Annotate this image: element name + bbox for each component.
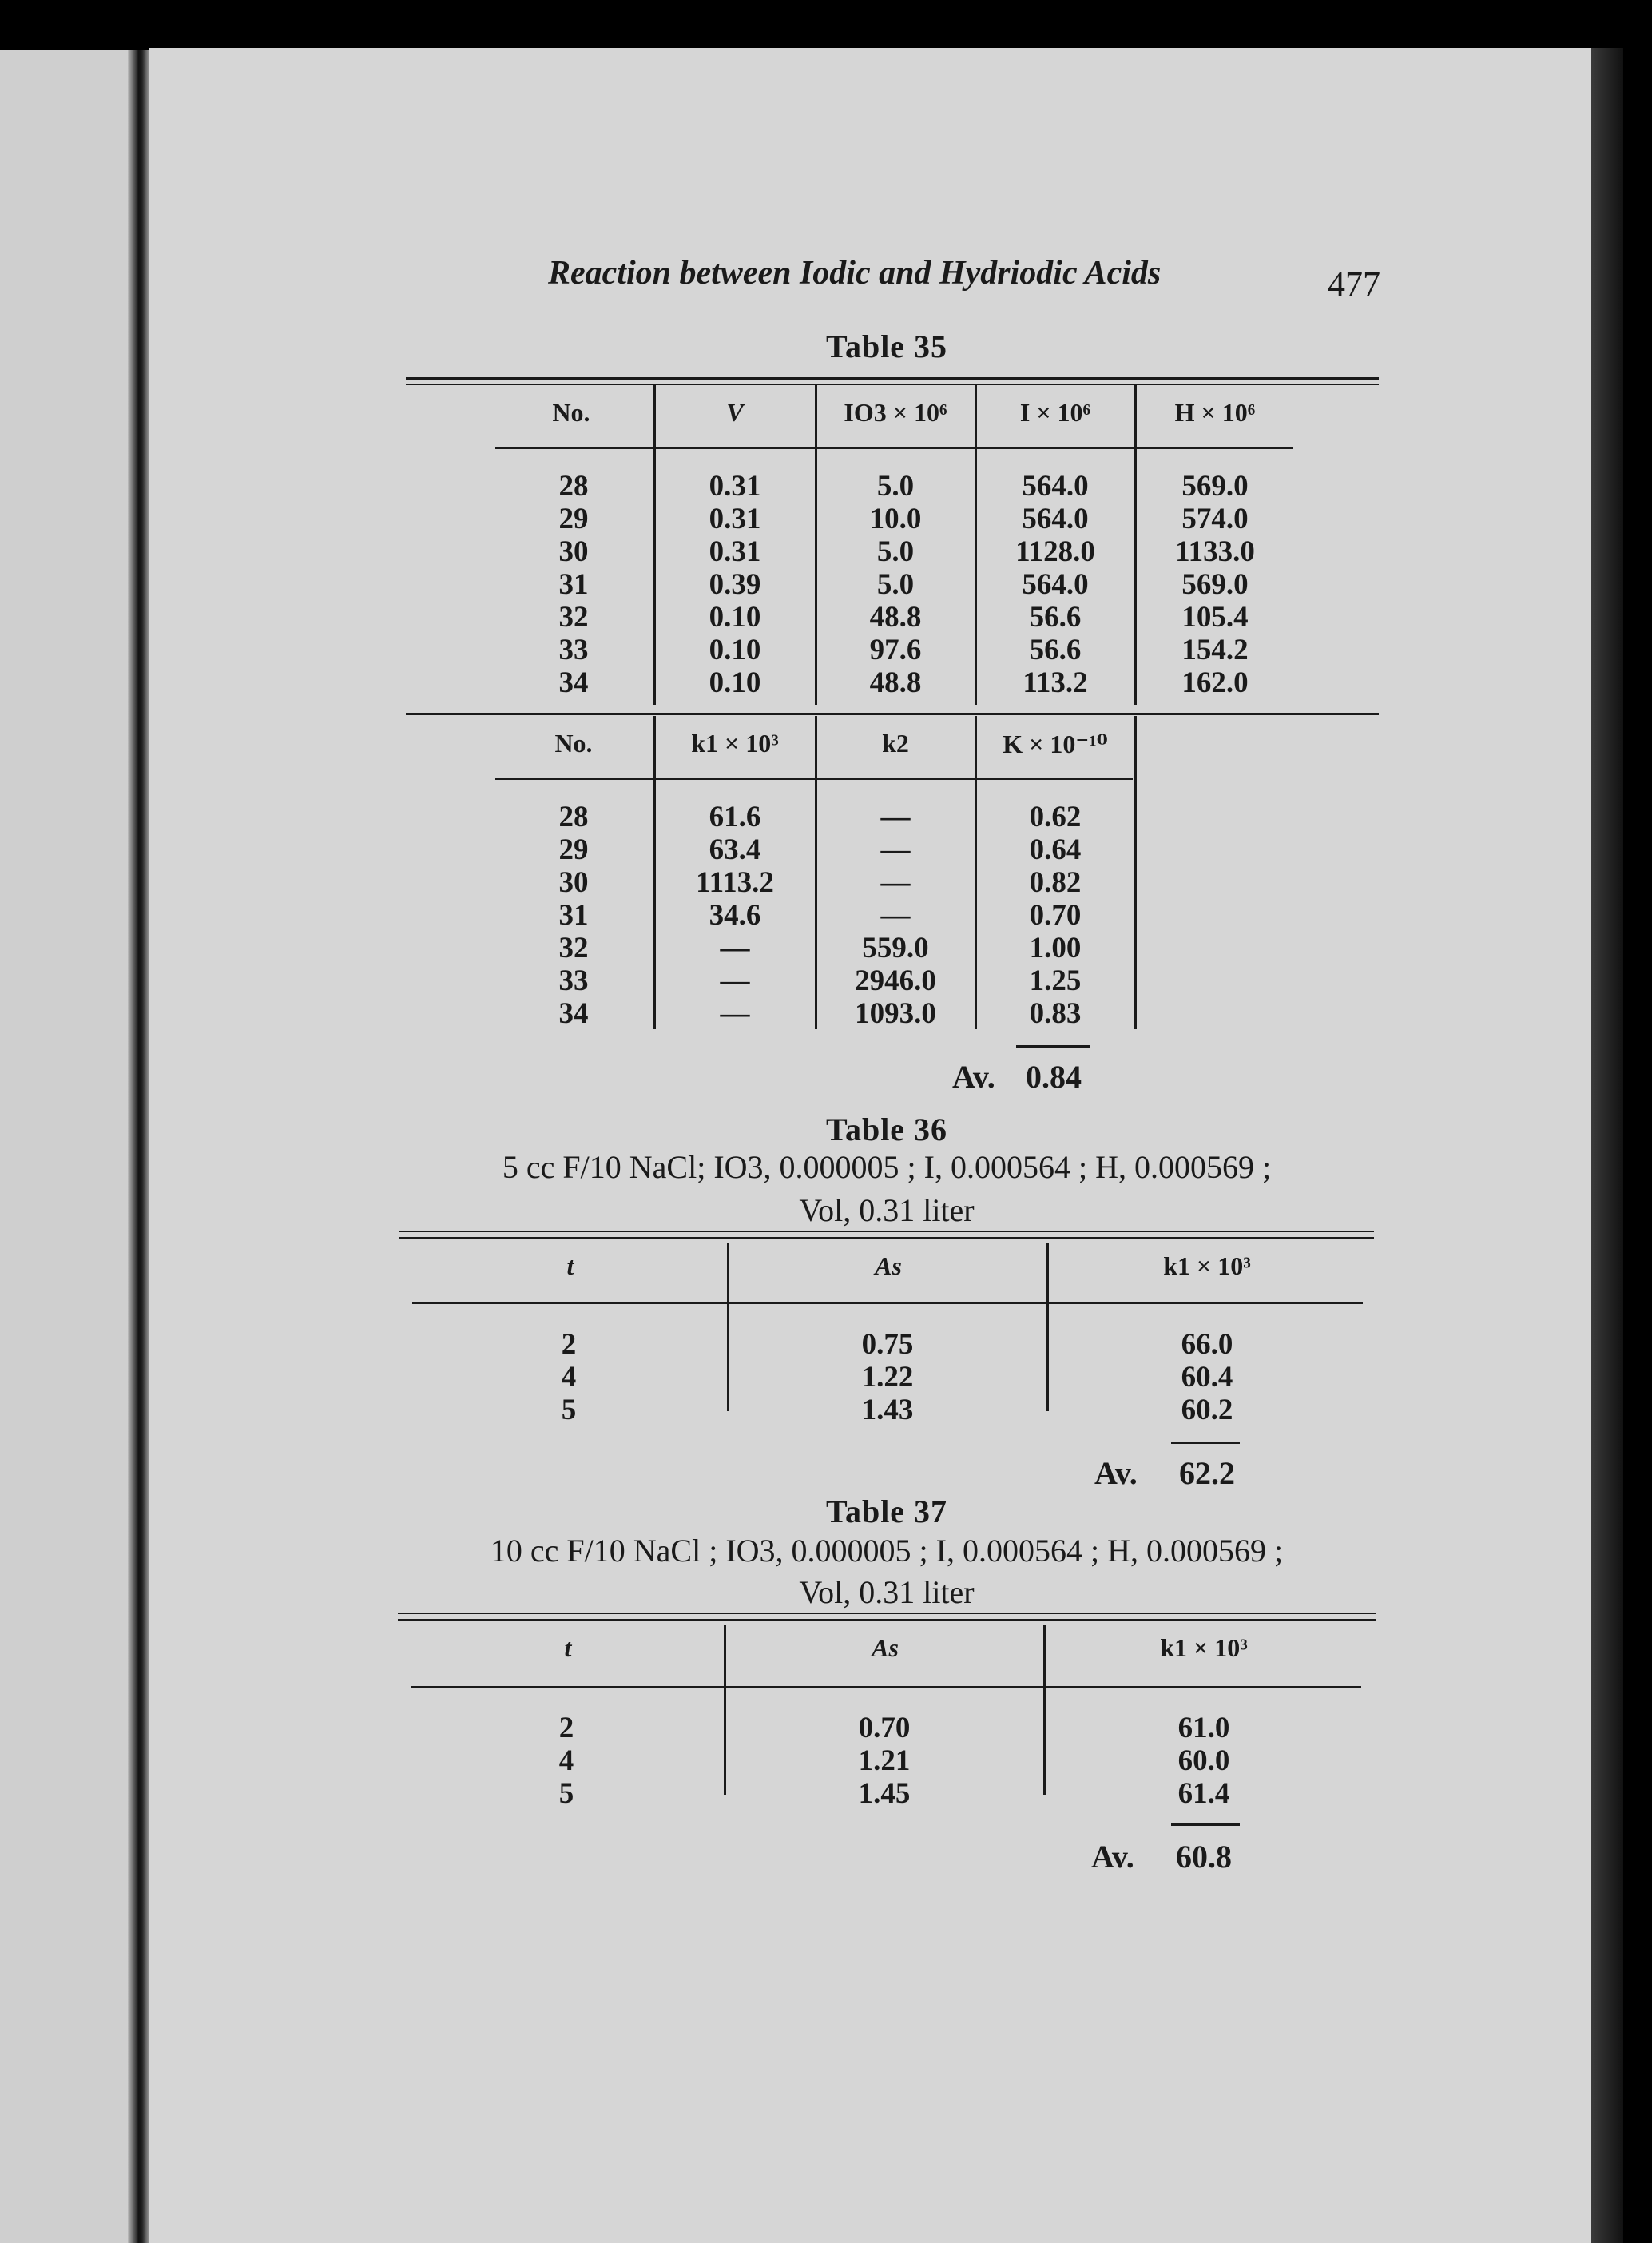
table-cell: 5.0 <box>876 568 915 601</box>
table-cell: 0.82 <box>1029 866 1082 899</box>
table-cell: 105.4 <box>1181 601 1249 634</box>
t35-header-h: H × 10⁶ <box>1174 398 1256 427</box>
t36-header-underline <box>412 1302 1363 1304</box>
table-cell: 0.31 <box>709 535 761 568</box>
t35-vline-4 <box>1134 385 1137 705</box>
table-cell: 60.2 <box>1181 1394 1233 1426</box>
table-cell: 97.6 <box>869 634 922 666</box>
t37-header-t-text: t <box>564 1633 572 1662</box>
t37-vline-1 <box>724 1625 726 1795</box>
t35-vline2-4 <box>1134 716 1137 1029</box>
t36-header-t-text: t <box>566 1251 574 1280</box>
table-cell: 1133.0 <box>1175 535 1255 568</box>
t35-vline-3 <box>975 385 977 705</box>
table-cell: 30 <box>558 535 589 568</box>
table-cell: 10.0 <box>869 503 922 535</box>
t35-header2-underline <box>495 778 1133 780</box>
t36-vline-2 <box>1046 1243 1049 1411</box>
table-35-top-rule-thin <box>406 384 1379 385</box>
table-cell: — <box>720 997 750 1030</box>
table-36-top-rule-thick <box>399 1237 1374 1239</box>
table-cell: 32 <box>558 932 589 964</box>
t36-average-label: Av. <box>1094 1455 1138 1491</box>
table-cell: 574.0 <box>1181 503 1249 535</box>
table-cell: 34 <box>558 997 589 1030</box>
table-cell: 33 <box>558 964 589 997</box>
table-cell: 0.75 <box>861 1328 914 1361</box>
table-cell: 32 <box>558 601 589 634</box>
t35-col2-no <box>495 801 652 1030</box>
t35-col2-k2 <box>818 801 973 1030</box>
table-cell: 1.22 <box>861 1361 914 1394</box>
table-37-conditions-2: Vol, 0.31 liter <box>799 1574 975 1610</box>
t35-average-value: 0.84 <box>1026 1059 1082 1095</box>
table-cell: 1.21 <box>858 1744 911 1777</box>
t35-col-no <box>495 470 652 699</box>
table-cell: 0.10 <box>709 634 761 666</box>
table-35-top-rule <box>406 377 1379 380</box>
table-cell: 1.45 <box>858 1777 911 1810</box>
t35-vline2-1 <box>653 716 656 1029</box>
t35-vline2-3 <box>975 716 977 1029</box>
table-cell: 60.4 <box>1181 1361 1233 1394</box>
t35-header-i: I × 10⁶ <box>1019 398 1091 427</box>
table-cell: 1093.0 <box>855 997 936 1030</box>
table-cell: 5 <box>561 1394 577 1426</box>
table-cell: 2946.0 <box>855 964 936 997</box>
t36-col-as <box>730 1328 1045 1426</box>
table-cell: — <box>720 964 750 997</box>
table-cell: 56.6 <box>1029 634 1082 666</box>
table-cell: 0.70 <box>1029 899 1082 932</box>
table-cell: 0.62 <box>1029 801 1082 833</box>
t36-header-t <box>412 1251 729 1281</box>
t35-vline2-2 <box>815 716 817 1029</box>
table-36-conditions-1: 5 cc F/10 NaCl; IO3, 0.000005 ; I, 0.000564 ; H, 0.000569 ; <box>502 1149 1272 1185</box>
table-cell: 63.4 <box>709 833 761 866</box>
table-cell: 2 <box>558 1712 574 1744</box>
t37-header-k1: k1 × 10³ <box>1160 1633 1248 1662</box>
t37-vline-2 <box>1043 1625 1046 1795</box>
t35-middle-rule <box>406 713 1379 715</box>
table-cell: 60.0 <box>1177 1744 1230 1777</box>
t36-header-k1: k1 × 10³ <box>1163 1251 1251 1280</box>
table-cell: 2 <box>561 1328 577 1361</box>
table-cell: — <box>720 932 750 964</box>
table-36-top-rule <box>399 1231 1374 1232</box>
t36-col-k1 <box>1050 1328 1364 1426</box>
t35-col2-K <box>978 801 1133 1030</box>
t35-col-io3 <box>818 470 973 699</box>
table-cell: 28 <box>558 801 589 833</box>
table-cell: 1113.2 <box>696 866 774 899</box>
page-number: 477 <box>1328 264 1380 304</box>
table-cell: — <box>880 833 911 866</box>
table-37-conditions-1: 10 cc F/10 NaCl ; IO3, 0.000005 ; I, 0.000564 ; H, 0.000569 ; <box>490 1533 1284 1569</box>
table-cell: 0.64 <box>1029 833 1082 866</box>
t35-header2-no: No. <box>554 729 593 758</box>
table-cell: 30 <box>558 866 589 899</box>
table-cell: 61.6 <box>709 801 761 833</box>
t37-header-t <box>411 1633 725 1663</box>
table-cell: 113.2 <box>1023 666 1088 699</box>
table-cell: 0.10 <box>709 601 761 634</box>
table-cell: 29 <box>558 503 589 535</box>
t35-vline-1 <box>653 385 656 705</box>
table-cell: — <box>880 866 911 899</box>
t37-col-as <box>727 1712 1042 1810</box>
table-cell: 48.8 <box>869 601 922 634</box>
t35-average-label: Av. <box>952 1059 995 1095</box>
table-cell: 61.0 <box>1177 1712 1230 1744</box>
table-cell: 4 <box>561 1361 577 1394</box>
table-cell: 66.0 <box>1181 1328 1233 1361</box>
table-cell: 34 <box>558 666 589 699</box>
table-cell: 0.31 <box>709 503 761 535</box>
table-cell: — <box>880 899 911 932</box>
table-cell: 5.0 <box>876 535 915 568</box>
t37-header-underline <box>411 1686 1361 1688</box>
t36-header-as <box>730 1251 1046 1281</box>
t36-average-value: 62.2 <box>1179 1455 1235 1491</box>
table-cell: 0.70 <box>858 1712 911 1744</box>
t36-average-rule <box>1171 1442 1240 1444</box>
t35-average-rule <box>1016 1045 1090 1048</box>
table-cell: 1128.0 <box>1015 535 1095 568</box>
t37-col-t <box>411 1712 722 1810</box>
table-cell: 31 <box>558 899 589 932</box>
table-37-caption: Table 37 <box>825 1493 948 1529</box>
table-cell: 5 <box>558 1777 574 1810</box>
t36-header-as-text: As <box>875 1251 902 1280</box>
table-cell: 154.2 <box>1181 634 1249 666</box>
t35-header-v-text: V <box>726 398 744 427</box>
t35-col-i <box>978 470 1133 699</box>
table-cell: 33 <box>558 634 589 666</box>
t35-header2-K: K × 10⁻¹⁰ <box>1003 730 1108 758</box>
t37-col-k1 <box>1046 1712 1361 1810</box>
t36-vline-1 <box>727 1243 729 1411</box>
table-cell: 569.0 <box>1181 568 1249 601</box>
table-cell: 48.8 <box>869 666 922 699</box>
t35-header-no: No. <box>552 398 590 427</box>
table-cell: 1.25 <box>1029 964 1082 997</box>
table-cell: — <box>880 801 911 833</box>
t35-vline-2 <box>815 385 817 705</box>
table-cell: 559.0 <box>862 932 929 964</box>
running-title: Reaction between Iodic and Hydriodic Acids <box>548 255 1162 292</box>
table-36-conditions-2: Vol, 0.31 liter <box>799 1192 975 1228</box>
t35-header-underline <box>495 447 1293 449</box>
table-cell: 1.00 <box>1029 932 1082 964</box>
t35-col-h <box>1138 470 1293 699</box>
table-36-caption: Table 36 <box>825 1112 948 1147</box>
table-cell: 564.0 <box>1022 568 1089 601</box>
t35-header-v <box>657 398 813 428</box>
t35-header2-k2: k2 <box>882 729 909 758</box>
t37-average-rule <box>1171 1823 1240 1826</box>
table-cell: 5.0 <box>876 470 915 503</box>
table-cell: 61.4 <box>1177 1777 1230 1810</box>
t35-col2-k1 <box>657 801 813 1030</box>
t37-header-as <box>727 1633 1043 1663</box>
t35-header-io3: IO3 × 10⁶ <box>844 398 947 427</box>
t37-average-label: Av. <box>1091 1839 1134 1875</box>
table-cell: 4 <box>558 1744 574 1777</box>
table-cell: 564.0 <box>1022 470 1089 503</box>
facing-page-edge <box>0 50 145 2243</box>
table-cell: 34.6 <box>709 899 761 932</box>
table-cell: 56.6 <box>1029 601 1082 634</box>
table-37-top-rule <box>398 1613 1376 1614</box>
t36-col-t <box>412 1328 725 1426</box>
table-cell: 28 <box>558 470 589 503</box>
table-cell: 0.10 <box>709 666 761 699</box>
t35-header2-k1: k1 × 10³ <box>691 729 779 758</box>
page-edge-shadow <box>1591 48 1623 2243</box>
t35-col-v <box>657 470 813 699</box>
t37-header-as-text: As <box>872 1633 899 1662</box>
table-37-top-rule-thick <box>398 1619 1376 1621</box>
table-cell: 0.39 <box>709 568 761 601</box>
table-cell: 29 <box>558 833 589 866</box>
table-35-caption: Table 35 <box>825 328 948 364</box>
t37-average-value: 60.8 <box>1176 1839 1232 1875</box>
table-cell: 0.83 <box>1029 997 1082 1030</box>
table-cell: 0.31 <box>709 470 761 503</box>
table-cell: 1.43 <box>861 1394 914 1426</box>
table-cell: 569.0 <box>1181 470 1249 503</box>
table-cell: 564.0 <box>1022 503 1089 535</box>
table-cell: 31 <box>558 568 589 601</box>
table-cell: 162.0 <box>1181 666 1249 699</box>
